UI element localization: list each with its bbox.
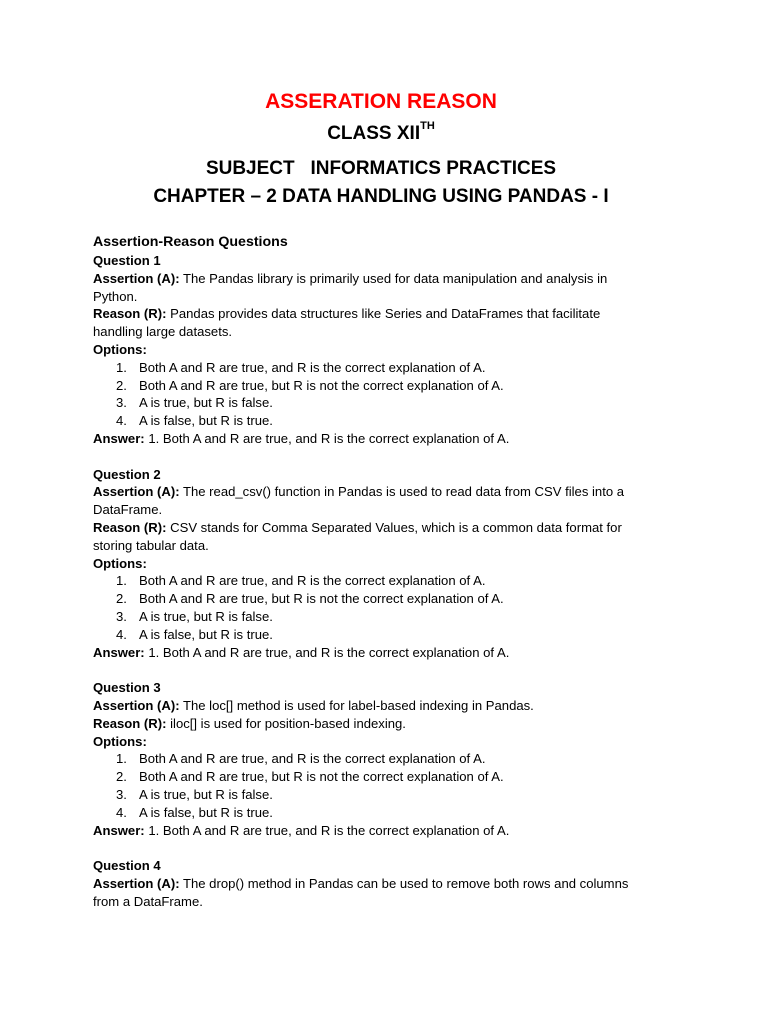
answer-text: 1. Both A and R are true, and R is the correct explanation of A. (148, 822, 510, 838)
assertion (93, 483, 683, 519)
answer-text: 1. Both A and R are true, and R is the correct explanation of A. (148, 430, 510, 446)
assertion-label: Assertion (A): (93, 270, 180, 286)
option-number: 2. (116, 377, 127, 393)
question-block (93, 252, 683, 448)
option-item (93, 394, 683, 412)
options-label: Options: (93, 733, 147, 749)
option-item (93, 786, 683, 804)
option-text: A is false, but R is true. (139, 413, 273, 429)
question-title: Question 4 (93, 858, 161, 874)
chapter-line: CHAPTER – 2 DATA HANDLING USING PANDAS - I (153, 186, 609, 207)
option-text: A is true, but R is false. (139, 786, 273, 802)
answer-label: Answer: (93, 644, 145, 660)
assertion (93, 697, 683, 715)
assertion-text: The Pandas library is primarily used for data manipulation and analysis in (182, 270, 608, 286)
option-item (93, 626, 683, 644)
assertion-text-cont: DataFrame. (93, 502, 163, 518)
assertion (93, 270, 683, 306)
option-number: 1. (116, 359, 127, 375)
options-label: Options: (93, 555, 147, 571)
option-text: A is true, but R is false. (139, 395, 273, 411)
option-number: 1. (116, 751, 127, 767)
reason-label: Reason (R): (93, 306, 167, 322)
option-text: A is true, but R is false. (139, 608, 273, 624)
options-list (93, 359, 683, 430)
question-block (93, 679, 683, 839)
answer (93, 822, 683, 840)
option-text: Both A and R are true, and R is the correct explanation of A. (139, 359, 486, 375)
option-item (93, 804, 683, 822)
option-item (93, 590, 683, 608)
assertion-text-cont: Python. (93, 288, 138, 304)
question-title: Question 1 (93, 253, 161, 268)
option-number: 2. (116, 769, 127, 785)
option-item (93, 359, 683, 377)
option-number: 3. (116, 395, 127, 411)
options-label: Options: (93, 341, 147, 357)
class-text: CLASS XII (327, 123, 421, 144)
answer-text: 1. Both A and R are true, and R is the correct explanation of A. (148, 644, 510, 660)
subject-line: SUBJECT INFORMATICS PRACTICES (205, 158, 557, 179)
option-text: Both A and R are true, but R is not the correct explanation of A. (139, 769, 504, 785)
option-number: 1. (116, 573, 127, 589)
reason (93, 715, 683, 733)
option-number: 3. (116, 786, 127, 802)
assertion-label: Assertion (A): (93, 484, 180, 500)
reason-text: Pandas provides data structures like Series and DataFrames that facilitate (170, 306, 601, 322)
options-list (93, 750, 683, 821)
options-list (93, 572, 683, 643)
option-text: Both A and R are true, and R is the correct explanation of A. (139, 573, 486, 589)
reason-text-cont: handling large datasets. (93, 324, 233, 340)
reason-text: CSV stands for Comma Separated Values, which is a common data format for (170, 519, 622, 535)
option-item (93, 768, 683, 786)
question-title: Question 3 (93, 680, 161, 696)
reason (93, 305, 683, 341)
reason (93, 519, 683, 555)
option-number: 3. (116, 608, 127, 624)
option-number: 4. (116, 413, 127, 429)
option-text: Both A and R are true, but R is not the correct explanation of A. (139, 377, 504, 393)
answer-label: Answer: (93, 822, 145, 838)
assertion-label: Assertion (A): (93, 875, 180, 891)
assertion (93, 875, 683, 911)
reason-text: iloc[] is used for position-based indexing. (170, 715, 406, 731)
assertion-text-cont: from a DataFrame. (93, 893, 203, 909)
option-item (93, 377, 683, 395)
option-item (93, 572, 683, 590)
option-item (93, 750, 683, 768)
option-item (93, 608, 683, 626)
option-text: Both A and R are true, and R is the correct explanation of A. (139, 751, 486, 767)
option-number: 2. (116, 591, 127, 607)
assertion-text: The read_csv() function in Pandas is used to read data from CSV files into a (182, 484, 625, 500)
option-text: Both A and R are true, but R is not the correct explanation of A. (139, 591, 504, 607)
answer (93, 644, 683, 662)
option-number: 4. (116, 804, 127, 820)
question-title: Question 2 (93, 466, 161, 482)
option-text: A is false, but R is true. (139, 626, 273, 642)
assertion-text: The loc[] method is used for label-based indexing in Pandas. (182, 697, 534, 713)
assertion-text: The drop() method in Pandas can be used to remove both rows and columns (182, 875, 629, 891)
option-number: 4. (116, 626, 127, 642)
reason-label: Reason (R): (93, 715, 167, 731)
answer (93, 430, 683, 448)
question-block (93, 466, 683, 662)
section-heading: Assertion-Reason Questions (93, 234, 288, 250)
title-block (0, 88, 762, 210)
option-item (93, 412, 683, 430)
option-text: A is false, but R is true. (139, 804, 273, 820)
reason-text-cont: storing tabular data. (93, 537, 209, 553)
document-content (93, 232, 683, 928)
class-line (0, 121, 762, 147)
question-block (93, 857, 683, 910)
assertion-label: Assertion (A): (93, 697, 180, 713)
reason-label: Reason (R): (93, 519, 167, 535)
class-superscript: TH (420, 119, 435, 132)
document-title: ASSERATION REASON (265, 90, 497, 113)
answer-label: Answer: (93, 430, 145, 446)
